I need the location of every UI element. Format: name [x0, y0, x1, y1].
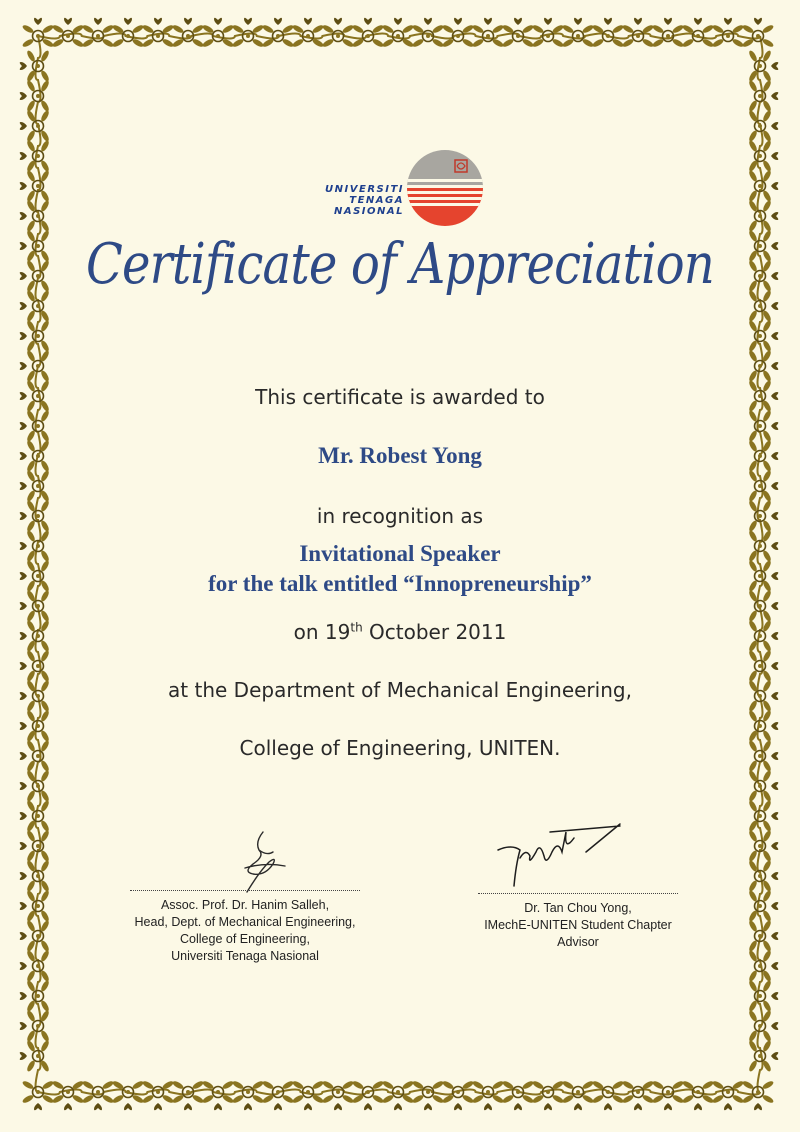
logo-line1: UNIVERSITI	[325, 184, 404, 195]
border-motif	[142, 1080, 175, 1111]
border-motif	[622, 18, 655, 49]
award-date	[0, 620, 800, 644]
border-motif	[712, 1080, 745, 1111]
border-motif	[502, 1080, 535, 1111]
border-motif	[748, 1010, 779, 1043]
border-motif	[412, 1080, 445, 1111]
logo-wordmark	[325, 184, 404, 217]
border-motif	[472, 18, 505, 49]
border-motif	[262, 1080, 295, 1111]
awarded-to-text: This certificate is awarded to	[255, 385, 545, 409]
signatory-2	[478, 893, 678, 951]
signatory-1-college: College of Engineering,	[180, 932, 310, 946]
border-motif	[748, 890, 779, 923]
signatory-1-name: Assoc. Prof. Dr. Hanim Salleh,	[160, 898, 330, 912]
border-motif	[322, 1080, 355, 1111]
border-motif	[502, 18, 535, 49]
logo-line3: NASIONAL	[333, 206, 404, 217]
border-motif	[20, 170, 51, 203]
role-line-2: for the talk entitled “Innopreneurship”	[208, 571, 592, 596]
signatory-1-title: Head, Dept. of Mechanical Engineering,	[134, 915, 356, 929]
border-motif	[20, 140, 51, 173]
border-motif	[748, 230, 779, 263]
signatory-2-role: Advisor	[557, 935, 599, 949]
border-motif	[20, 260, 51, 293]
border-motif	[748, 320, 779, 353]
border-motif	[748, 140, 779, 173]
border-motif	[562, 18, 595, 49]
logo-line2: TENAGA	[349, 195, 404, 206]
university-logo	[305, 148, 490, 232]
border-motif	[172, 18, 205, 49]
border-motif	[652, 18, 685, 49]
border-motif	[748, 410, 779, 443]
border-motif	[232, 1080, 265, 1111]
certificate-title: Certificate of Appreciation	[86, 232, 714, 297]
venue-line-1: at the Department of Mechanical Engineering,	[168, 678, 632, 702]
border-motif	[20, 80, 51, 113]
signature-1-handwriting	[225, 828, 305, 898]
recipient-name: Mr. Robest Yong	[318, 443, 482, 468]
date-ordinal: th	[350, 620, 363, 635]
border-motif	[742, 18, 775, 49]
signatory-1	[130, 890, 360, 965]
signatory-1-university: Universiti Tenaga Nasional	[171, 949, 319, 963]
border-motif	[20, 830, 51, 863]
signature-line-2	[478, 893, 678, 894]
signature-2-handwriting	[490, 822, 630, 896]
signatory-2-name: Dr. Tan Chou Yong,	[524, 901, 632, 915]
date-rest: October 2011	[362, 620, 507, 644]
date-prefix: on 19	[293, 620, 351, 644]
border-motif	[748, 470, 779, 503]
border-motif	[20, 470, 51, 503]
border-motif	[748, 980, 779, 1013]
venue-line-2: College of Engineering, UNITEN.	[239, 736, 561, 760]
recognition-text: in recognition as	[316, 504, 484, 528]
signature-line-1	[130, 890, 360, 891]
border-motif	[748, 800, 779, 833]
border-motif	[82, 18, 115, 49]
role-line-1: Invitational Speaker	[299, 541, 501, 566]
signatory-2-title: IMechE-UNITEN Student Chapter	[484, 918, 672, 932]
border-motif	[22, 18, 55, 49]
border-motif	[748, 350, 779, 383]
border-motif	[20, 800, 51, 833]
border-motif	[382, 1080, 415, 1111]
border-motif	[20, 920, 51, 953]
